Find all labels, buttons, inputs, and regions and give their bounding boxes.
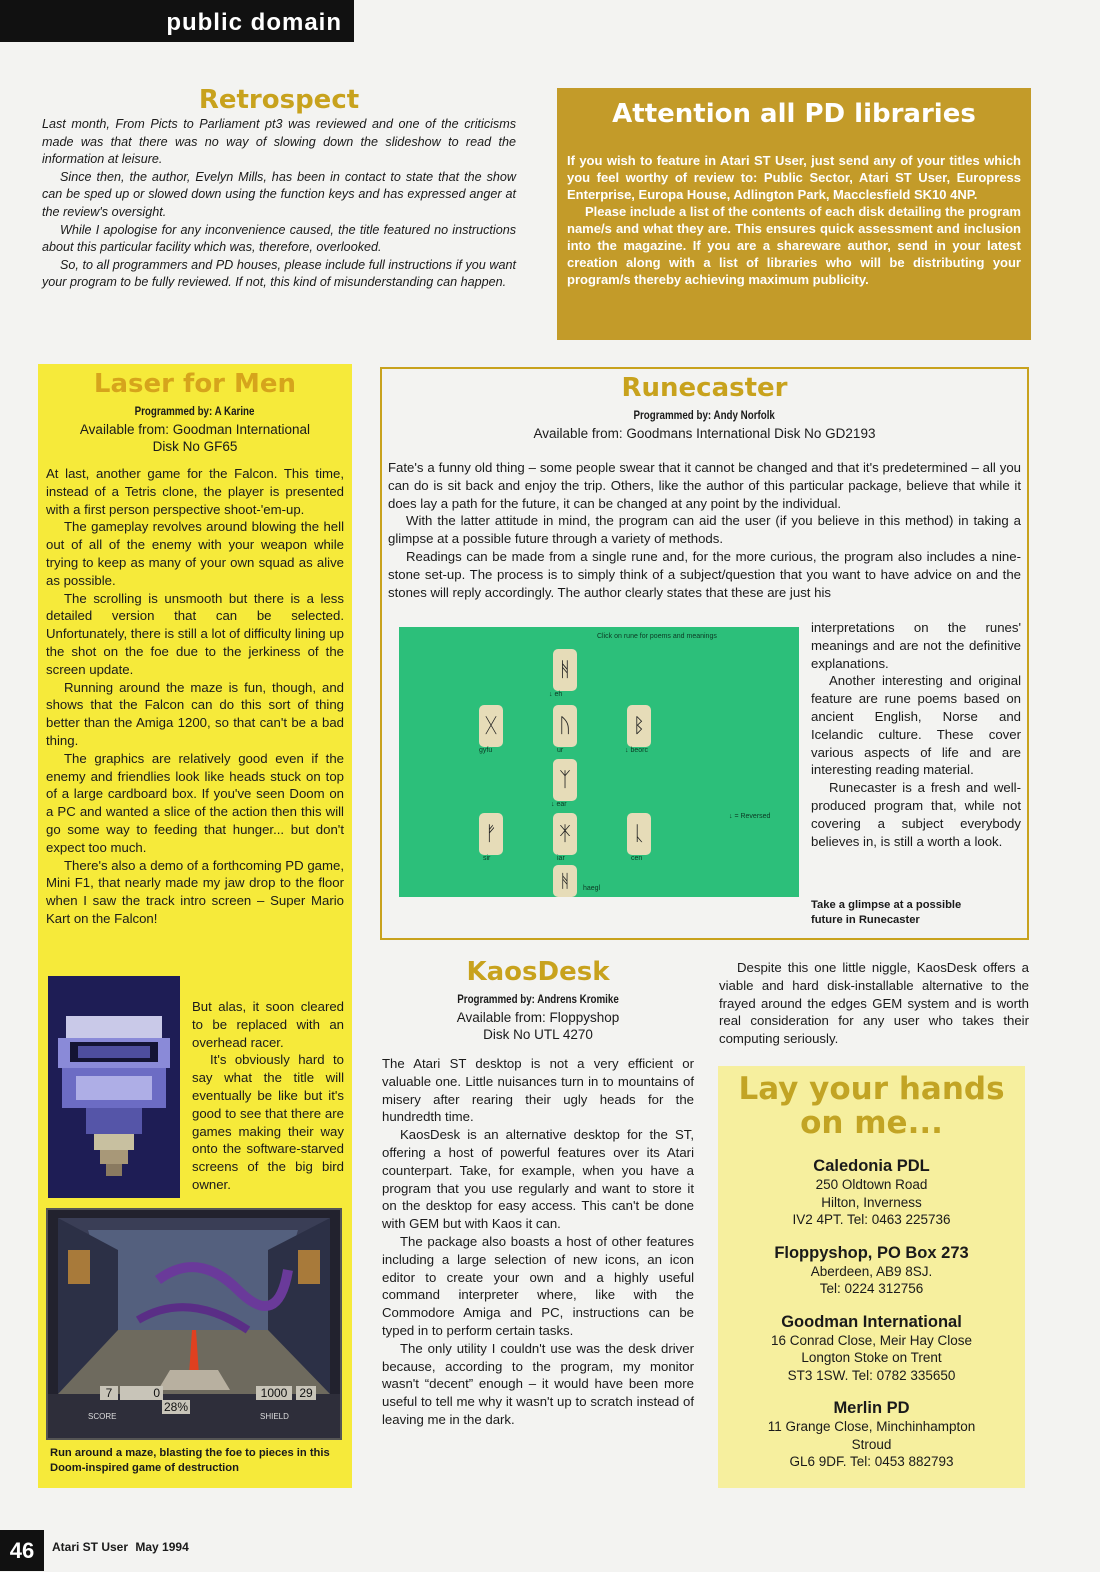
- laser-available: Available from: Goodman International: [79, 422, 311, 437]
- kaosdesk-available: Available from: Floppyshop: [456, 1010, 620, 1025]
- libraries-title: [718, 1072, 1025, 1140]
- library-entry: [718, 1243, 1025, 1298]
- library-address-line: 11 Grange Close, Minchinhampton: [767, 1419, 976, 1434]
- kaosdesk-body: [382, 1055, 694, 1429]
- laser-wrap-text: [192, 998, 344, 1194]
- libraries-title-line1: Lay your hands: [738, 1071, 1005, 1107]
- runecaster-body: [388, 459, 1021, 601]
- kaosdesk-title: KaosDesk: [466, 957, 610, 987]
- runecaster-paragraph: interpretations on the runes' meanings and are not the definitive explanations.: [811, 620, 1021, 671]
- kaosdesk-disk: Disk No UTL 4270: [483, 1027, 593, 1042]
- rune-label: iar: [557, 855, 565, 862]
- hud-percent-value: 28: [164, 1400, 178, 1414]
- runecaster-header: [382, 370, 1027, 442]
- library-entry: [718, 1398, 1025, 1471]
- rune-stone[interactable]: ᚻ: [553, 865, 577, 897]
- rune-stone[interactable]: ᛡ: [553, 813, 577, 855]
- retrospect-paragraph: Since then, the author, Evelyn Mills, has been in contact to state that the show can be sped up or slowed down using the function keys and has expressed anger at the review's oversight.: [42, 169, 516, 219]
- hud-shield-right: 29: [296, 1386, 316, 1400]
- laser-disk: Disk No GF65: [152, 439, 238, 454]
- robot-head-picture: [48, 976, 180, 1198]
- library-address-line: Hilton, Inverness: [821, 1194, 922, 1210]
- runecaster-paragraph: With the latter attitude in mind, the program can aid the user (if you believe in this method) in taking a glimpse at a possible future through a variety of methods.: [388, 513, 1021, 547]
- attention-paragraph: If you wish to feature in Atari ST User, just send any of your titles which you feel worthy of review to: Public Sector, Atari ST User, Europress Enterprise, Europa House, Adlington Park, Macclesfield SK10 4NP.: [567, 153, 1021, 202]
- laser-paragraph: At last, another game for the Falcon. This time, instead of a Tetris clone, the player is presented with a first person perspective shoot-'em-up.: [46, 466, 344, 517]
- laser-article: [46, 366, 344, 928]
- library-address-line: 16 Conrad Close, Meir Hay Close: [770, 1332, 973, 1348]
- laser-paragraph: The graphics are relatively good even if the enemy and friendlies look like heads stuck on top of a large cardboard box. If you've seen Doom on a PC and wanted a slice of the action then this will go some way to feeding that hunger... but don't expect too much.: [46, 750, 344, 855]
- runecaster-hint: Click on rune for poems and meanings: [597, 633, 717, 640]
- library-name: Goodman International: [781, 1312, 962, 1331]
- hud-shield: 1000: [256, 1386, 292, 1400]
- laser-caption: Run around a maze, blasting the foe to pieces in this Doom-inspired game of destruction: [50, 1447, 330, 1474]
- library-entry: [718, 1156, 1025, 1229]
- kaosdesk-paragraph: The package also boasts a host of other features including a large selection of new icons, an icon editor to create your own and a highly useful command interpreter where, like with the Commodore Amiga and PC, instructions can be typed in to perform certain tasks.: [382, 1233, 694, 1338]
- runecaster-caption: Take a glimpse at a possible future in Runecaster: [811, 899, 962, 926]
- runecaster-paragraph: Readings can be made from a single rune and, for the more curious, the program also includes a nine-stone set-up. The process is to simply think of a subject/question that you want to have advice on and the stones will reply accordingly. The author clearly states that these are just his: [388, 548, 1021, 600]
- rune-label: ↓ beorc: [625, 747, 648, 754]
- page-number: 46: [0, 1530, 44, 1571]
- library-address-line: IV2 4PT. Tel: 0463 225736: [792, 1212, 951, 1227]
- attention-body: [567, 152, 1021, 288]
- footer-issue: [52, 1540, 189, 1554]
- library-entry: [718, 1312, 1025, 1385]
- runecaster-title: Runecaster: [621, 373, 788, 403]
- runecaster-paragraph: Another interesting and original feature are rune poems based on ancient English, Norse and Icelandic culture. These cover various aspects of life and are interesting reading material.: [811, 673, 1021, 778]
- runecaster-paragraph: Fate's a funny old thing – some people swear that it cannot be changed and that it's predetermined – all you can do is sit back and enjoy the trip. Others, like the author of this particular package, believe that while it does lay a path for the future, it can be changed at any point by the individual.: [388, 460, 1021, 511]
- hud-score-label: SCORE: [88, 1412, 117, 1421]
- laser-paragraph: But alas, it soon cleared to be replaced with an overhead racer.: [192, 999, 344, 1050]
- library-address-line: Aberdeen, AB9 8SJ.: [810, 1263, 933, 1279]
- runecaster-side-text: [811, 619, 1021, 850]
- laser-paragraph: The scrolling is unsmooth but there is a less detailed version that can be selected. Unfortunately, there is still a lot of difficulty lining up the shot on the foe due to the jerkiness of the screen update.: [46, 590, 344, 677]
- kaosdesk-paragraph: The only utility I couldn't use was the desk driver because, according to the program, my monitor wasn't “decent” enough – it would have been more useful to tell me why it wasn't up to scratch instead of leaving me in the dark.: [382, 1340, 694, 1427]
- libraries-title-line2: on me...: [800, 1105, 943, 1141]
- maze-game-picture: [48, 1210, 340, 1438]
- laser-credits: [46, 402, 344, 455]
- runecaster-programmed: Programmed by: Andy Norfolk: [633, 410, 776, 422]
- hud-score-left: 7: [100, 1386, 118, 1400]
- kaosdesk-paragraph: Despite this one little niggle, KaosDesk offers a viable and hard disk-installable alternative to the frayed around the edges GEM system and is worth real consideration for any user who takes their computing seriously.: [719, 960, 1029, 1047]
- attention-title: Attention all PD libraries: [612, 99, 976, 129]
- attention-paragraph: Please include a list of the contents of each disk detailing the program name/s and what they are. This ensures quick assessment and inclusion into the magazine. If you are a shareware author, send in your latest creation along with a list of libraries who will be distributing your program/s thereby achieving maximum publicity.: [567, 204, 1021, 287]
- kaosdesk-paragraph: The Atari ST desktop is not a very efficient or valuable one. Little nuisances turn in to mountains of misery after rearing their ugly heads for the hundredth time.: [382, 1056, 694, 1125]
- runecaster-paragraph: Runecaster is a fresh and well-produced program that, while not covering a subject everybody believes in, is still a worth a look.: [811, 780, 1021, 849]
- rune-stone[interactable]: ᚳ: [627, 813, 651, 855]
- laser-screenshot: [46, 1208, 342, 1440]
- rune-stone[interactable]: ᚠ: [479, 813, 503, 855]
- retrospect-paragraph: While I apologise for any inconvenience caused, the title featured no instructions about this particular facility which was, therefore, overlooked.: [42, 222, 516, 255]
- rune-label: ↓ eh: [549, 691, 563, 698]
- runecaster-legend: ↓ = Reversed: [729, 813, 771, 820]
- library-address-line: GL6 9DF. Tel: 0453 882793: [789, 1454, 954, 1469]
- library-address-line: Longton Stoke on Trent: [801, 1350, 942, 1365]
- laser-title: Laser for Men: [93, 369, 297, 399]
- retrospect-paragraph: Last month, From Picts to Parliament pt3 was reviewed and one of the criticisms made was that there was no way of slowing down the slideshow to read the information at leisure.: [42, 117, 516, 167]
- hud-score: 0: [120, 1386, 163, 1400]
- laser-paragraph: It's obviously hard to say what the title will eventually be like but it's good to see that there are games making their way onto the software-starved screens of the big bird owner.: [192, 1052, 344, 1192]
- footer-date: May 1994: [135, 1540, 189, 1554]
- library-name: Caledonia PDL: [813, 1157, 930, 1175]
- library-address-line: Stroud: [851, 1436, 892, 1452]
- rune-label: ur: [557, 747, 564, 754]
- retrospect-title: Retrospect: [198, 85, 360, 115]
- laser-paragraph: The gameplay revolves around blowing the hell out of all of the enemy with your weapon while trying to keep as many of your own squad as alive as possible.: [46, 519, 344, 588]
- retrospect-paragraph: So, to all programmers and PD houses, please include full instructions if you want your program to be fully reviewed. If not, this kind of misunderstanding can happen.: [42, 257, 516, 290]
- library-address-line: 250 Oldtown Road: [815, 1177, 928, 1192]
- rune-label: cen: [631, 855, 643, 862]
- rune-stone[interactable]: ᚻ: [553, 649, 577, 691]
- rune-stone[interactable]: ᛉ: [553, 759, 577, 801]
- rune-stone[interactable]: ᚢ: [553, 705, 577, 747]
- runecaster-credits: [382, 406, 1027, 442]
- section-banner: public domain: [0, 0, 354, 42]
- laser-body: [46, 465, 344, 928]
- hud-shield-label: SHIELD: [260, 1412, 289, 1421]
- kaosdesk-programmed: Programmed by: Andrens Kromike: [457, 994, 619, 1006]
- kaosdesk-paragraph: KaosDesk is an alternative desktop for the ST, offering a host of powerful features over its Atari counterpart. Take, for example, when you have a program that you use regularly and want to store it on the desktop for easy access. This can't be done with GEM but with Kaos it can.: [382, 1127, 694, 1232]
- rune-label: gyfu: [479, 747, 493, 754]
- laser-paragraph: There's also a demo of a forthcoming PD game, Mini F1, that nearly made my jaw drop to the floor when I saw the track intro screen – Super Mario Kart on the Falcon!: [46, 857, 344, 926]
- library-name: Merlin PD: [833, 1399, 910, 1417]
- library-address-line: Tel: 0224 312756: [819, 1281, 924, 1296]
- laser-paragraph: Running around the maze is fun, though, and shows that the Falcon can do this sort of thing better than the Amiga 1200, so that can't be a bad thing.: [46, 679, 344, 748]
- attention-box: [557, 88, 1031, 340]
- runecaster-available: Available from: Goodmans International Disk No GD2193: [533, 426, 876, 441]
- rune-label: ↓ ear: [551, 801, 567, 808]
- kaosdesk-conclusion: [719, 959, 1029, 1048]
- footer-magazine: Atari ST User: [52, 1540, 129, 1554]
- library-name: Floppyshop, PO Box 273: [774, 1243, 969, 1262]
- rune-stone[interactable]: ᛒ: [627, 705, 651, 747]
- laser-sprite-image: [48, 976, 180, 1198]
- rune-stone[interactable]: ᚷ: [479, 705, 503, 747]
- runecaster-screenshot: [399, 627, 799, 897]
- libraries-box: [718, 1066, 1025, 1488]
- kaosdesk-article: [382, 954, 694, 1429]
- rune-label: sir: [483, 855, 491, 862]
- library-address-line: ST3 1SW. Tel: 0782 335650: [787, 1367, 956, 1383]
- laser-programmed: Programmed by: A Karine: [135, 406, 255, 418]
- hud-percent: 28%: [164, 1400, 189, 1414]
- retrospect-article: [42, 84, 516, 292]
- kaosdesk-credits: [382, 990, 694, 1043]
- retrospect-body: [42, 116, 516, 292]
- rune-label: haegl: [583, 885, 601, 892]
